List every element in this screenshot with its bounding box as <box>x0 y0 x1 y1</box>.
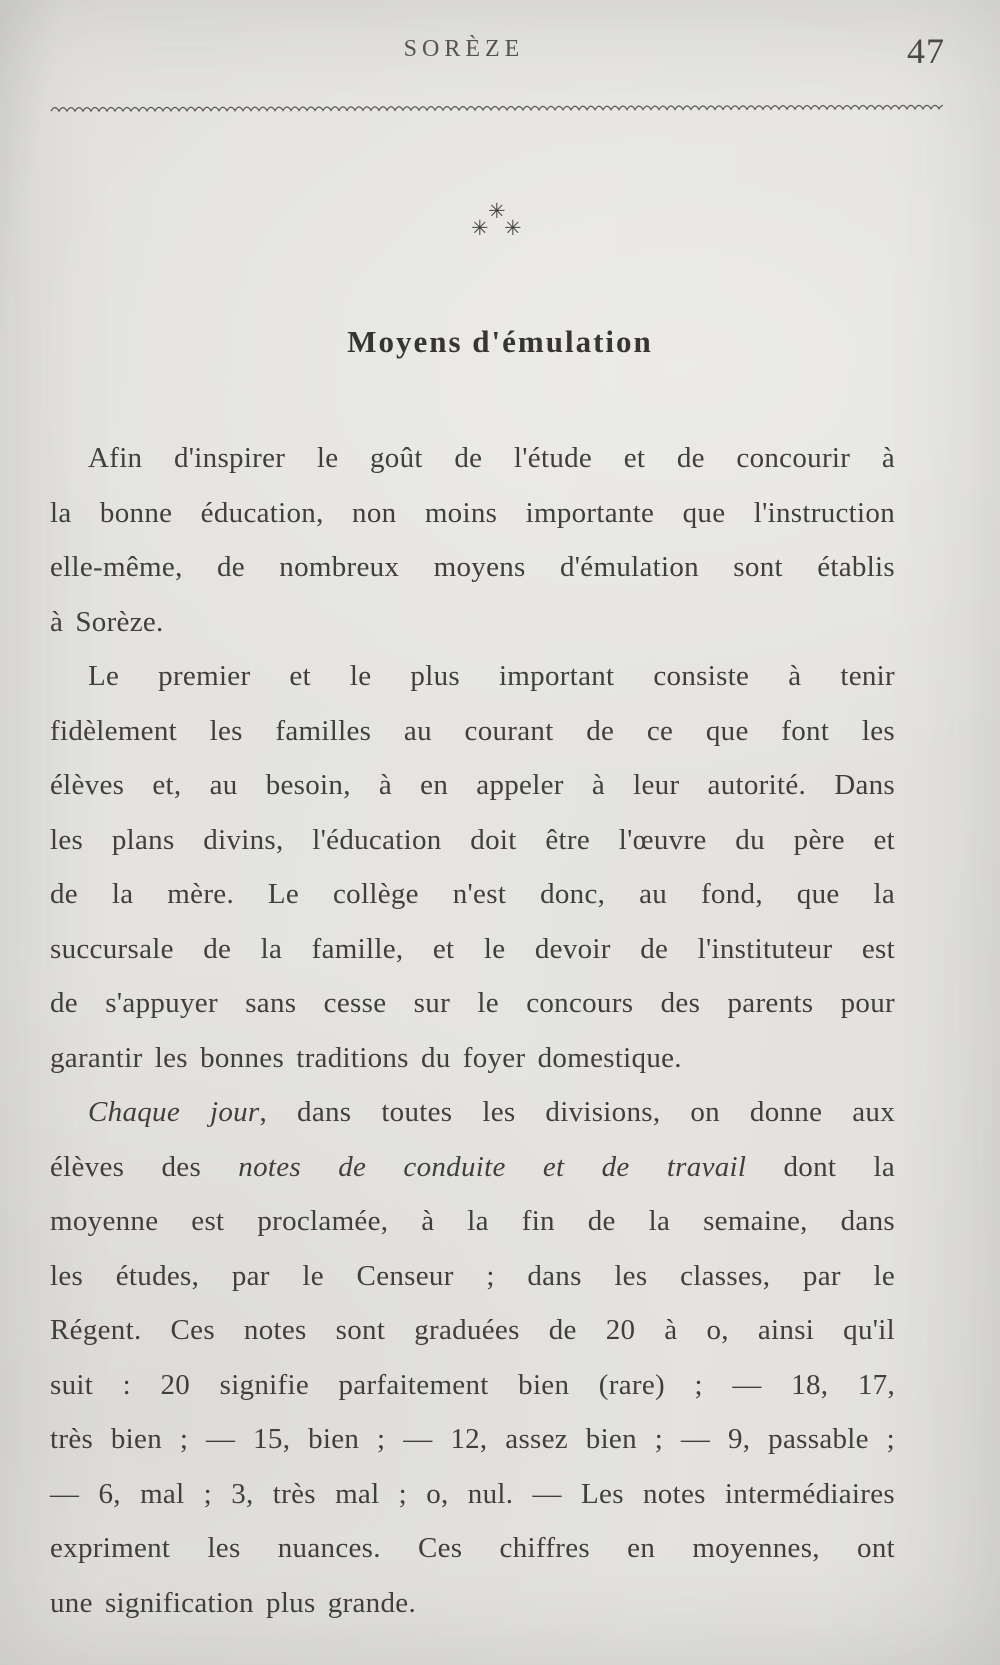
wavy-rule-svg <box>50 100 943 116</box>
text-segment: à Sorèze. <box>50 605 164 638</box>
text-line <box>50 1358 895 1413</box>
text-segment: fidèlement les familles au courant de ce que font les <box>50 714 895 747</box>
text-line <box>50 1194 895 1249</box>
paragraph <box>50 431 895 649</box>
text-line <box>50 595 895 650</box>
text-segment: les études, par le Censeur ; dans les classes, par le <box>50 1259 895 1292</box>
italic-text-segment: Chaque jour <box>88 1096 260 1128</box>
body-text <box>50 431 895 1630</box>
text-segment: suit : 20 signifie parfaitement bien (rare) ; — 18, 17, <box>50 1368 895 1401</box>
page-number: 47 <box>907 31 945 71</box>
text-line <box>50 1249 895 1304</box>
text-segment: très bien ; — 15, bien ; — 12, assez bien ; — 9, passable ; <box>50 1423 895 1455</box>
paragraph <box>50 1085 895 1630</box>
text-line <box>50 540 895 595</box>
text-line <box>50 649 895 704</box>
text-segment: expriment les nuances. Ces chiffres en moyennes, ont <box>50 1532 895 1564</box>
text-segment: succursale de la famille, et le devoir de l'instituteur est <box>50 932 895 965</box>
asterisk-top-icon: ✳ <box>488 199 506 223</box>
text-segment: Le premier et le plus important consiste à tenir <box>88 660 895 692</box>
text-line <box>50 704 895 759</box>
section-title: Moyens d'émulation <box>347 324 653 359</box>
text-segment: dont la <box>746 1150 895 1183</box>
text-line <box>50 1467 895 1522</box>
running-header <box>0 30 1000 74</box>
text-segment: Régent. Ces notes sont graduées de 20 à o, ainsi qu'il <box>50 1314 895 1346</box>
text-segment: , dans toutes les divisions, on donne aux <box>259 1096 895 1128</box>
text-line <box>50 758 895 813</box>
text-segment: elle-même, de nombreux moyens d'émulation sont établis <box>50 551 895 583</box>
text-line <box>50 431 895 486</box>
text-segment: de s'appuyer sans cesse sur le concours des parents pour <box>50 987 895 1019</box>
text-line <box>50 1031 895 1086</box>
running-title: SORÈZE <box>403 36 525 62</box>
text-segment: — 6, mal ; 3, très mal ; o, nul. — Les notes intermédiaires <box>50 1477 895 1510</box>
text-line <box>50 1521 895 1576</box>
text-line <box>50 1303 895 1358</box>
text-segment: moyenne est proclamée, à la fin de la semaine, dans <box>50 1205 895 1237</box>
wavy-rule-path <box>51 105 943 111</box>
text-segment: Afin d'inspirer le goût de l'étude et de concourir à <box>88 442 895 474</box>
text-line <box>50 486 895 541</box>
text-line <box>50 813 895 868</box>
text-segment: les plans divins, l'éducation doit être l'œuvre du père et <box>50 823 895 856</box>
text-segment: une signification plus grande. <box>50 1586 417 1619</box>
wavy-rule <box>50 100 943 116</box>
text-line <box>50 1085 895 1140</box>
text-segment: la bonne éducation, non moins importante que l'instruction <box>50 496 895 529</box>
text-line <box>50 1576 895 1631</box>
paragraph <box>50 649 895 1085</box>
asterisk-bottom-right-icon: ✳ <box>504 216 522 240</box>
text-line <box>50 976 895 1031</box>
italic-text-segment: notes de conduite et de travail <box>238 1150 747 1183</box>
text-line <box>50 1140 895 1195</box>
asterism-ornament <box>468 200 528 246</box>
text-line <box>50 1412 895 1467</box>
text-segment: élèves et, au besoin, à en appeler à leur autorité. Dans <box>50 769 895 801</box>
text-line <box>50 867 895 922</box>
text-line <box>50 922 895 977</box>
text-segment: de la mère. Le collège n'est donc, au fond, que la <box>50 878 895 910</box>
text-segment: élèves des <box>50 1150 239 1183</box>
text-segment: garantir les bonnes traditions du foyer domestique. <box>50 1041 682 1074</box>
asterisk-bottom-left-icon: ✳ <box>471 216 489 240</box>
